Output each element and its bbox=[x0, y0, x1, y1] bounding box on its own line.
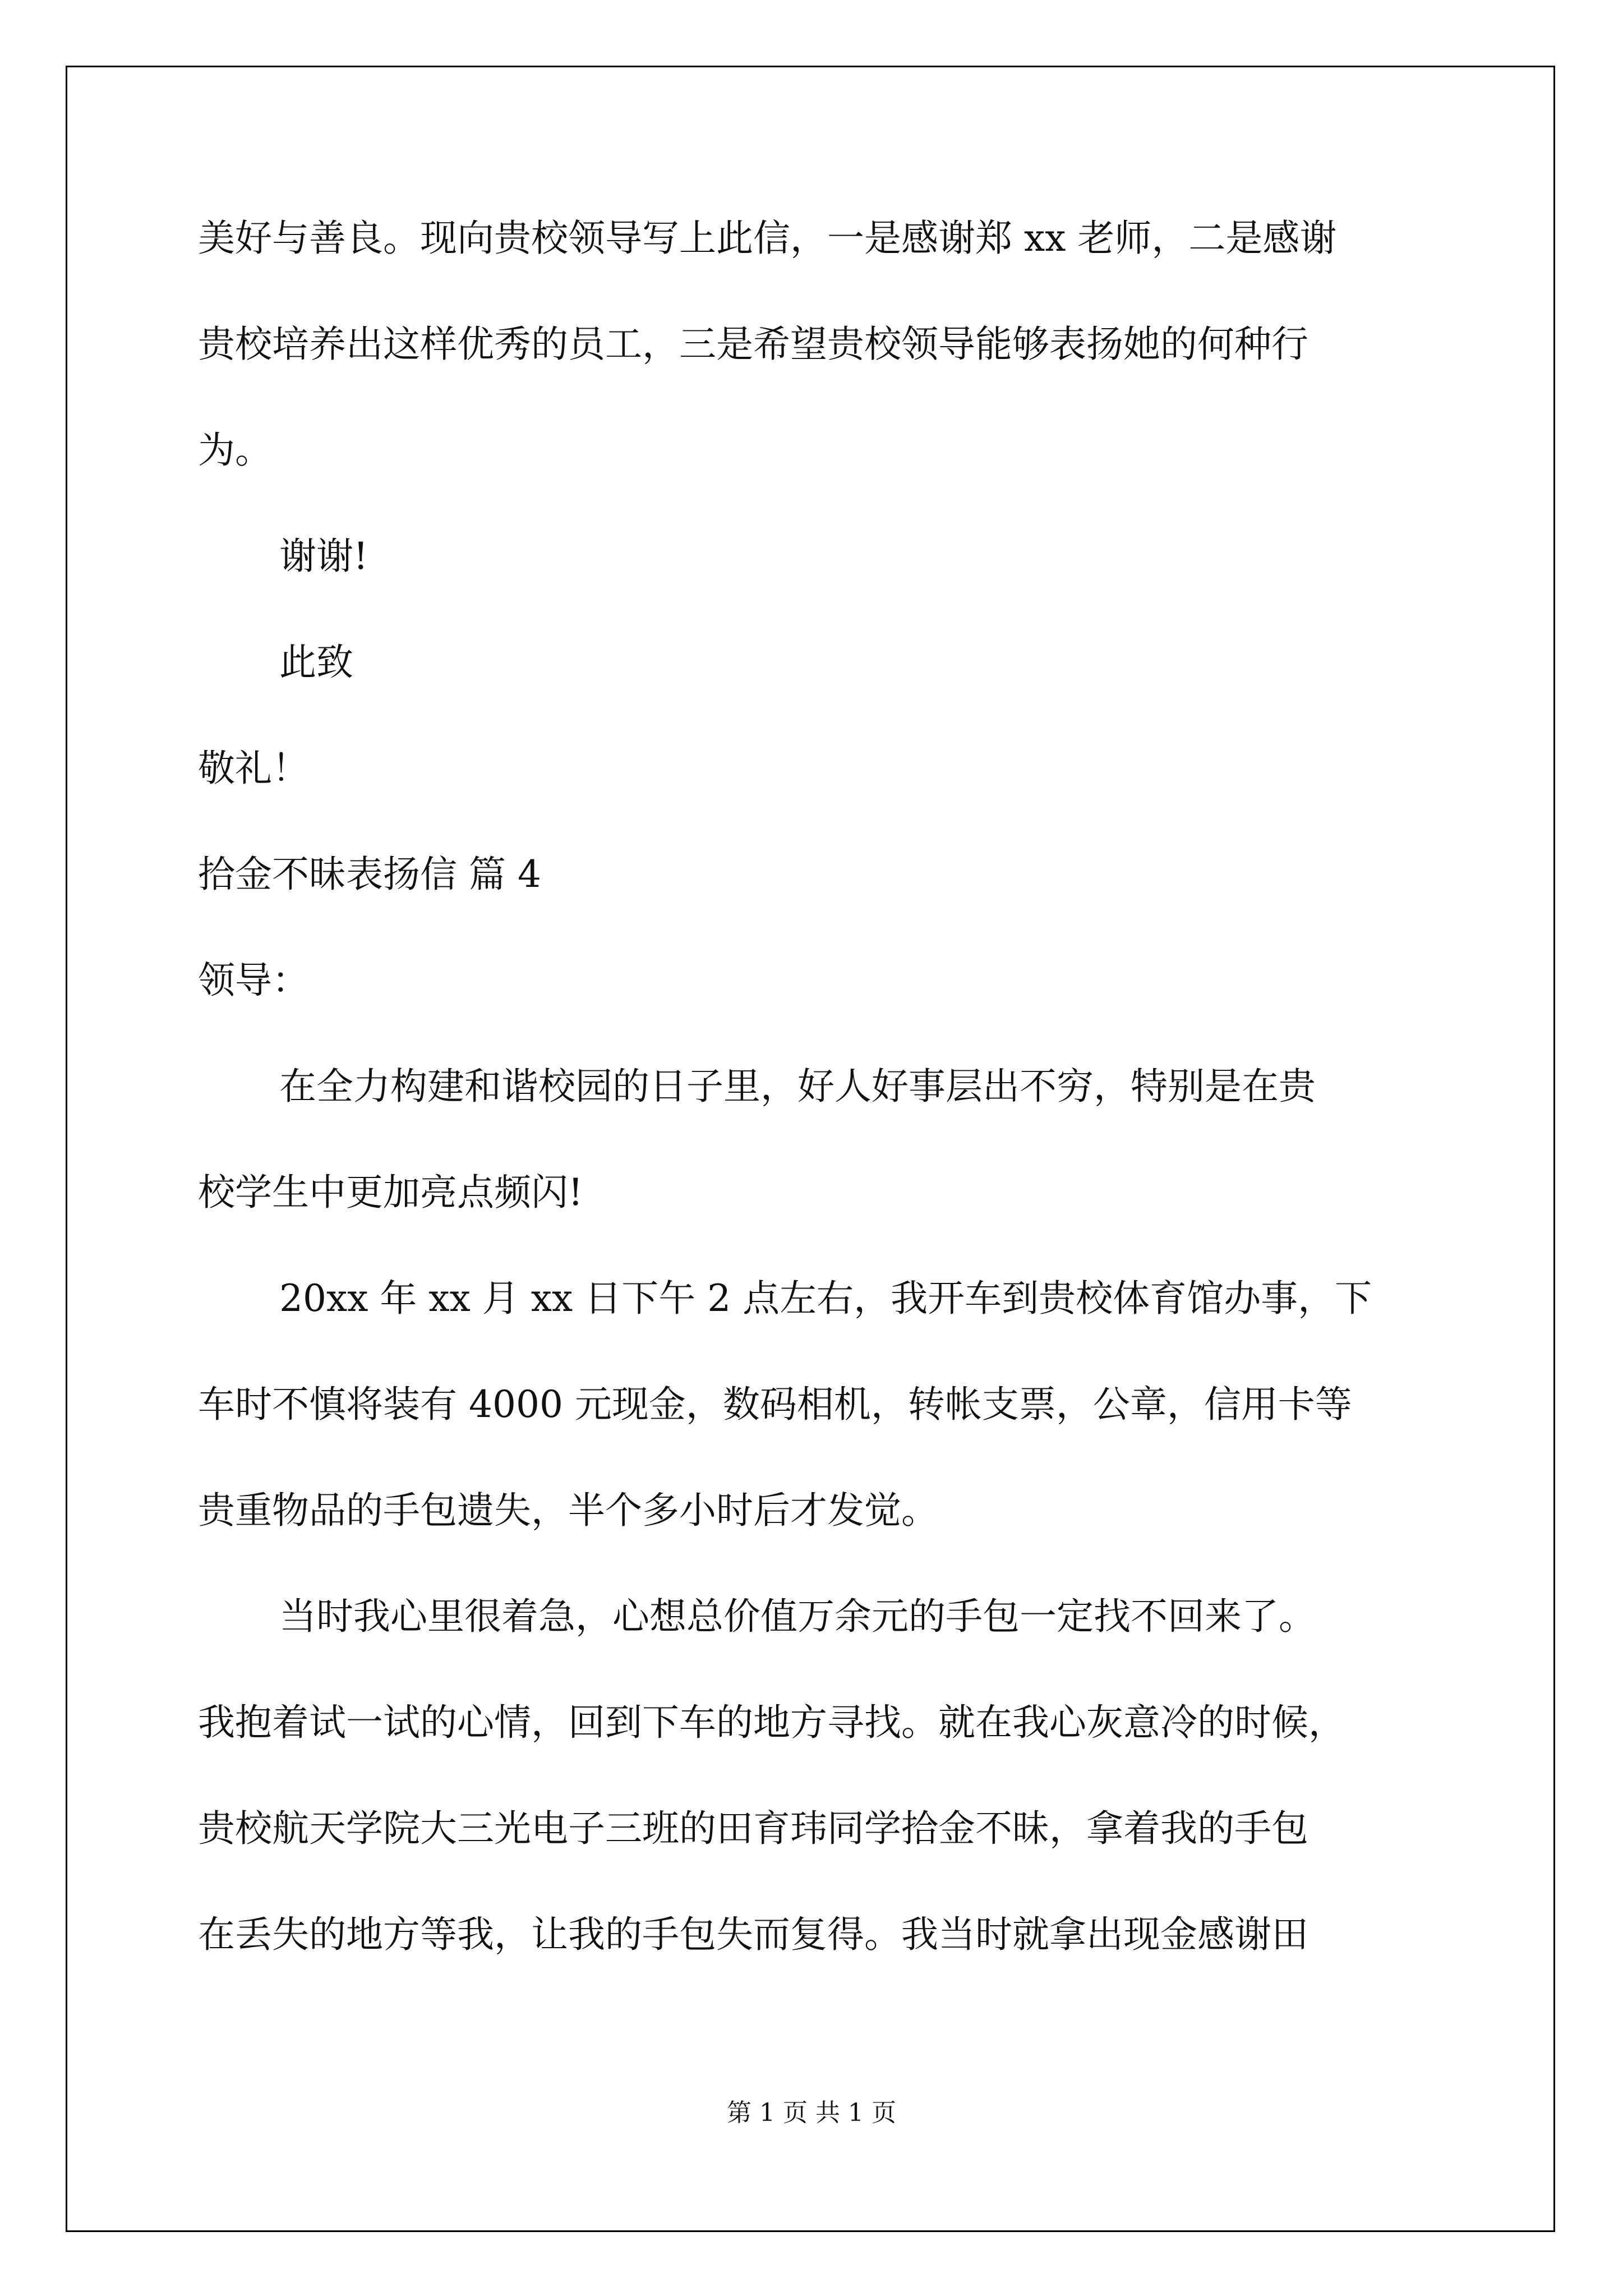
text-line: 20xx 年 xx 月 xx 日下午 2 点左右，我开车到贵校体育馆办事，下 bbox=[279, 1277, 1372, 1320]
text-line: 车时不慎将装有 4000 元现金，数码相机，转帐支票，公章，信用卡等 bbox=[198, 1383, 1352, 1426]
text-line: 此致 bbox=[279, 641, 353, 684]
section-heading: 拾金不昧表扬信 篇 4 bbox=[198, 853, 541, 896]
text-line: 贵校培养出这样优秀的员工，三是希望贵校领导能够表扬她的何种行 bbox=[198, 323, 1308, 366]
text-line: 贵校航天学院大三光电子三班的田育玮同学拾金不昧，拿着我的手包 bbox=[198, 1807, 1308, 1850]
page-footer: 第 1 页 共 1 页 bbox=[727, 2099, 896, 2127]
text-line: 美好与善良。现向贵校领导写上此信，一是感谢郑 xx 老师，二是感谢 bbox=[198, 217, 1337, 260]
text-line: 为。 bbox=[198, 429, 272, 472]
text-line: 贵重物品的手包遗失，半个多小时后才发觉。 bbox=[198, 1489, 938, 1532]
text-line: 在丢失的地方等我，让我的手包失而复得。我当时就拿出现金感谢田 bbox=[198, 1913, 1308, 1956]
text-line: 在全力构建和谐校园的日子里，好人好事层出不穷，特别是在贵 bbox=[279, 1065, 1316, 1108]
text-line: 当时我心里很着急，心想总价值万余元的手包一定找不回来了。 bbox=[279, 1595, 1316, 1638]
text-line: 敬礼！ bbox=[198, 747, 309, 790]
document-body bbox=[198, 217, 1432, 2022]
text-line: 我抱着试一试的心情，回到下车的地方寻找。就在我心灰意冷的时候， bbox=[198, 1701, 1345, 1744]
salutation: 领导： bbox=[198, 959, 309, 1002]
text-line: 校学生中更加亮点频闪! bbox=[198, 1171, 583, 1214]
text-line: 谢谢! bbox=[279, 535, 368, 578]
